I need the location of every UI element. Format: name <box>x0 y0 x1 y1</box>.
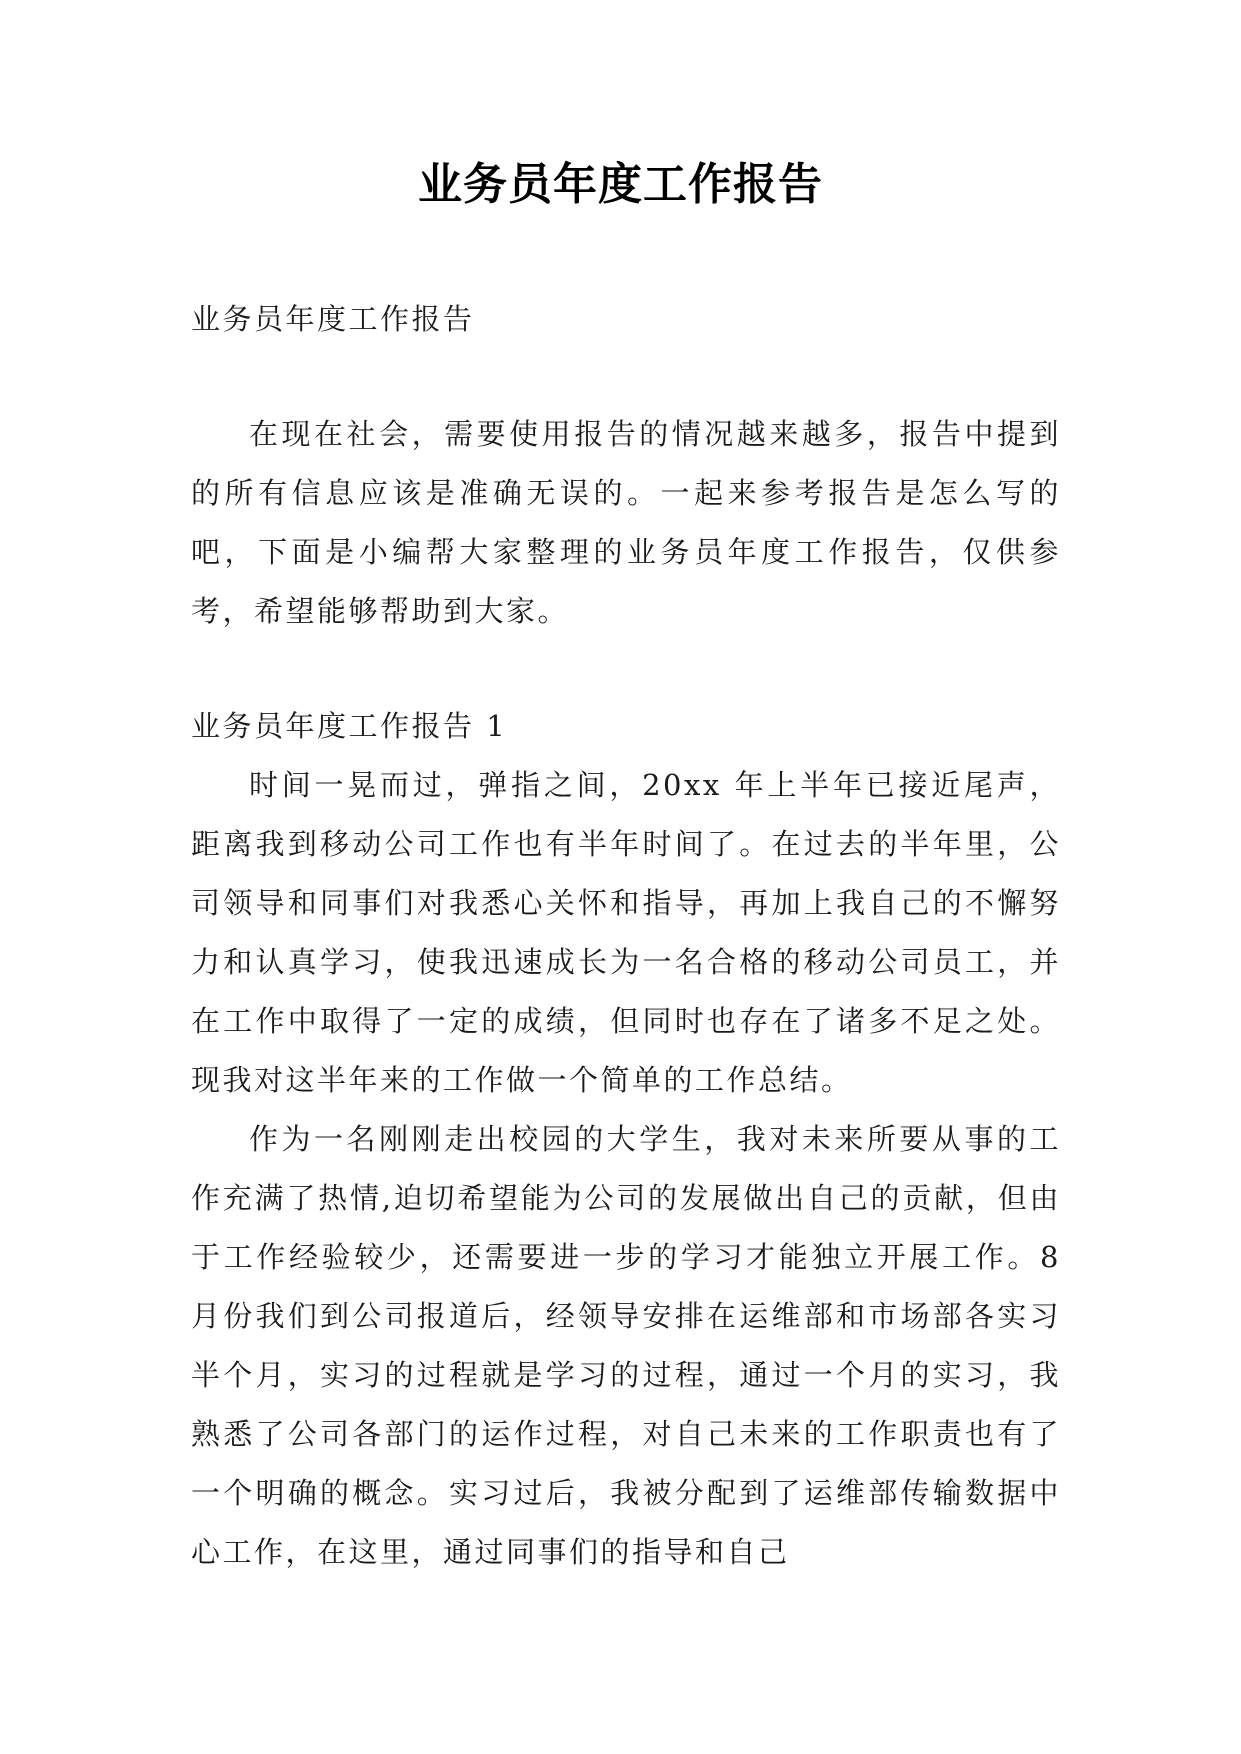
document-body <box>191 290 1061 1582</box>
document-title: 业务员年度工作报告 <box>418 159 823 210</box>
document-subtitle: 业务员年度工作报告 <box>191 302 475 336</box>
body-paragraph-2: 作为一名刚刚走出校园的大学生，我对未来所要从事的工作充满了热情,迫切希望能为公司的发展做出自己的贡献，但由于工作经验较少，还需要进一步的学习才能独立开展工作。8 月份我们到公司报道后，经领导安排在运维部和市场部各实习半个月，实习的过程就是学习的过程，通过一个月的实习，我熟悉了公司各部门的运作过程，对自己未来的工作职责也有了一个明确的概念。实习过后，我被分配到了运维部传输数据中心工作，在这里，通过同事们的指导和自己 <box>191 1122 1061 1569</box>
spacer <box>191 349 1061 405</box>
spacer <box>191 641 1061 697</box>
body-paragraph-1: 时间一晃而过，弹指之间，20xx 年上半年已接近尾声，距离我到移动公司工作也有半年时间了。在过去的半年里，公司领导和同事们对我悉心关怀和指导，再加上我自己的不懈努力和认真学习，使我迅速成长为一名合格的移动公司员工，并在工作中取得了一定的成绩，但同时也存在了诸多不足之处。现我对这半年来的工作做一个简单的工作总结。 <box>191 768 1061 1097</box>
intro-paragraph: 在现在社会，需要使用报告的情况越来越多，报告中提到的所有信息应该是准确无误的。一起来参考报告是怎么写的吧，下面是小编帮大家整理的业务员年度工作报告，仅供参考，希望能够帮助到大家。 <box>191 417 1061 628</box>
section-heading: 业务员年度工作报告 1 <box>191 709 508 743</box>
